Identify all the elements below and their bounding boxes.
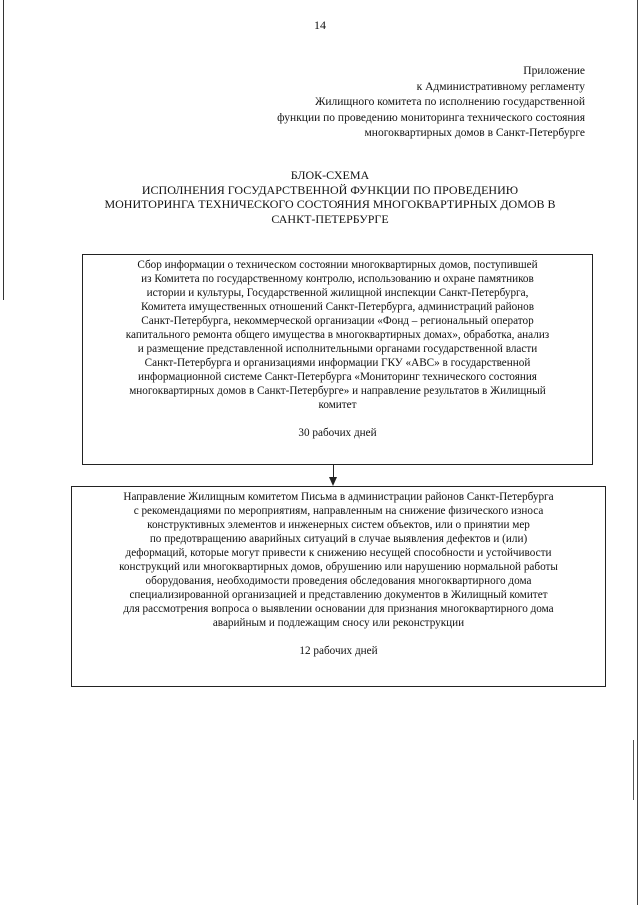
- step1-line: Сбор информации о техническом состоянии многоквартирных домов, поступившей: [137, 259, 538, 271]
- scan-edge-left: [3, 0, 4, 300]
- step1-line: комитет: [318, 399, 357, 411]
- step1-duration: 30 рабочих дней: [298, 427, 377, 439]
- page-number: 14: [314, 18, 326, 32]
- step2-line: Направление Жилищным комитетом Письма в администрации районов Санкт-Петербурга: [123, 491, 554, 503]
- scan-edge-right-mark: [633, 740, 634, 800]
- step2-line: специализированной организацией и представлению документов в Жилищный комитет: [129, 589, 548, 601]
- title-line: ИСПОЛНЕНИЯ ГОСУДАРСТВЕННОЙ ФУНКЦИИ ПО ПРОВЕДЕНИЮ: [141, 182, 519, 197]
- title-line: МОНИТОРИНГА ТЕХНИЧЕСКОГО СОСТОЯНИЯ МНОГОКВАРТИРНЫХ ДОМОВ В: [104, 197, 556, 211]
- step2-line: конструктивных элементов и инженерных систем объектов, или о принятии мер: [147, 519, 530, 531]
- title-line: САНКТ-ПЕТЕРБУРГЕ: [271, 211, 389, 226]
- step1-line: многоквартирных домов в Санкт-Петербурге» и направление результатов в Жилищный: [129, 385, 546, 397]
- step1-line: капитального ремонта общего имущества в многоквартирных домах», обработка, анализ: [125, 329, 550, 341]
- step2-duration: 12 рабочих дней: [299, 645, 378, 657]
- title-line: БЛОК-СХЕМА: [290, 168, 370, 182]
- document-title: [40, 168, 620, 226]
- step2-line: оборудования, необходимости проведения обследования многоквартирного дома: [145, 575, 532, 587]
- appendix-line: к Административному регламенту: [416, 80, 585, 93]
- step1-line: истории и культуры, Государственной жилищной инспекции Санкт-Петербурга,: [146, 287, 529, 299]
- appendix-line: Жилищного комитета по исполнению государственной: [315, 96, 585, 108]
- appendix-line: многоквартирных домов в Санкт-Петербурге: [364, 127, 585, 139]
- step2-line: аварийным и подлежащим сносу или реконструкции: [212, 617, 465, 629]
- step2-line: для рассмотрения вопроса о выявлении основании для признания многоквартирного дома: [123, 603, 554, 615]
- appendix-line: Приложение: [523, 65, 585, 77]
- step1-line: из Комитета по государственному контролю, использованию и охране памятников: [141, 273, 534, 285]
- step1-line: и размещение представленной исполнительными органами государственной власти: [137, 343, 538, 355]
- step2-line: по предотвращению аварийных ситуаций в случае выявления дефектов и (или): [149, 533, 528, 545]
- step1-line: Комитета имущественных отношений Санкт-Петербурга, администраций районов: [140, 301, 535, 313]
- step1-line: Санкт-Петербурга, некоммерческой организации «Фонд – региональный оператор: [141, 315, 534, 327]
- appendix-line: функции по проведению мониторинга технического состояния: [277, 111, 585, 124]
- flow-step-1-box: [82, 254, 593, 465]
- step1-line: Санкт-Петербурга и организациями информации ГКУ «АВС» в государственной: [144, 357, 531, 369]
- step2-line: с рекомендациями по мероприятиям, направленным на снижение физического износа: [133, 505, 544, 517]
- step2-line: конструкций или многоквартирных домов, обрушению или нарушению нормальной работы: [119, 561, 558, 573]
- flow-arrow-down-icon: [329, 477, 337, 486]
- step1-line: информационной системе Санкт-Петербурга «Мониторинг технического состояния: [138, 371, 537, 383]
- appendix-note: [165, 64, 585, 142]
- flow-step-2-box: [71, 486, 606, 687]
- scan-edge-right: [637, 0, 638, 905]
- step2-line: деформаций, которые могут привести к снижению несущей способности и устойчивости: [125, 547, 552, 559]
